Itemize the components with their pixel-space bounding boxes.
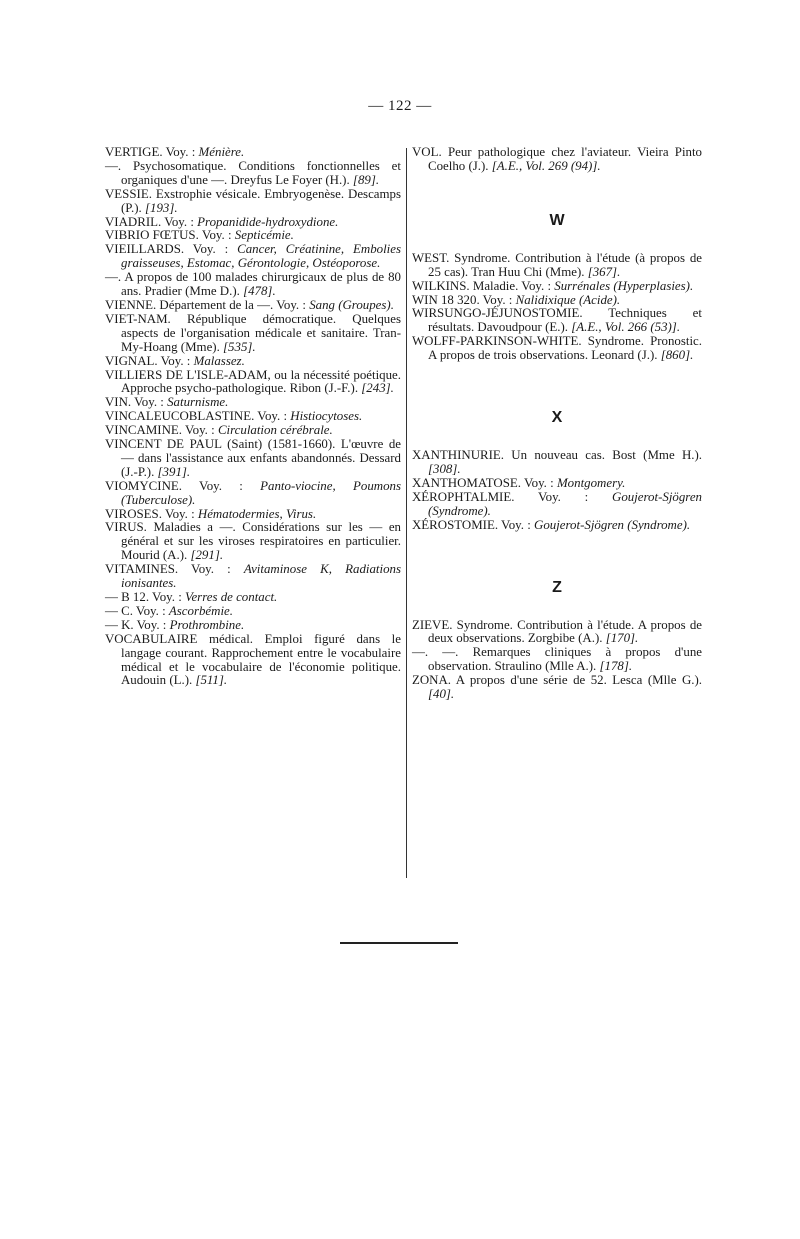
index-entry bbox=[105, 521, 401, 563]
entry-heading: VIBRIO FŒTUS. bbox=[105, 228, 199, 243]
entry-heading: VIRUS. bbox=[105, 520, 147, 535]
entry-reference: Ascorbémie. bbox=[168, 603, 233, 618]
entry-text: Voy. : bbox=[133, 617, 170, 632]
entry-text: Voy. : bbox=[498, 517, 535, 532]
entry-heading: VIEILLARDS. bbox=[105, 242, 185, 257]
entry-reference: [308]. bbox=[428, 461, 461, 476]
entry-heading: VIN. bbox=[105, 395, 132, 410]
index-entry bbox=[105, 355, 401, 369]
entry-heading: VERTIGE. bbox=[105, 145, 163, 159]
entry-reference: Ménière. bbox=[198, 145, 245, 159]
index-entry bbox=[412, 146, 702, 174]
entry-reference: Prothrombine. bbox=[169, 617, 245, 632]
entry-text: Voy. : bbox=[184, 242, 238, 257]
entry-text: ou la nécessité poétique. Approche psycho-pathologique. Ribon (J.-F.). bbox=[121, 367, 401, 396]
entry-heading: XANTHINURIE. bbox=[412, 448, 505, 463]
index-entry bbox=[412, 252, 702, 280]
entry-text: Syndrome. Contribution à l'étude (à propos de 25 cas). Tran Huu Chi (Mme). bbox=[428, 250, 702, 279]
index-entry bbox=[412, 519, 702, 533]
entry-text: Maladie. Voy. : bbox=[469, 278, 555, 293]
entry-text: Peur pathologique chez l'aviateur. Vieira Pinto Coelho (J.). bbox=[428, 145, 702, 173]
entry-reference: Propanidide-hydroxydione. bbox=[197, 214, 339, 229]
index-entry bbox=[412, 335, 702, 363]
index-entry bbox=[105, 619, 401, 633]
entry-reference: [860]. bbox=[660, 348, 694, 363]
index-entry bbox=[412, 280, 702, 294]
entry-reference: [40]. bbox=[428, 687, 455, 702]
entry-reference: Malassez. bbox=[193, 353, 245, 368]
entry-heading: XÉROSTOMIE. bbox=[412, 517, 499, 532]
index-entry bbox=[105, 271, 401, 299]
left-column bbox=[105, 146, 401, 688]
index-entry bbox=[105, 410, 401, 424]
entry-reference: Circulation cérébrale. bbox=[217, 423, 333, 438]
index-entry bbox=[412, 294, 702, 308]
index-entry bbox=[105, 369, 401, 397]
entry-reference: Nalidixique (Acide). bbox=[515, 292, 621, 307]
entry-text: Voy. : bbox=[514, 489, 613, 504]
entry-reference: [478]. bbox=[243, 284, 276, 299]
entry-text: Voy. : bbox=[161, 214, 198, 229]
index-entry bbox=[412, 646, 702, 674]
entry-reference: Goujerot-Sjögren (Syndrome). bbox=[534, 517, 691, 532]
page-number: — 122 — bbox=[368, 98, 432, 114]
entry-heading: — K. bbox=[105, 617, 134, 632]
entry-heading: —. —. bbox=[412, 645, 459, 660]
entry-reference: Avitaminose K, Radiations ionisantes. bbox=[121, 562, 401, 591]
entry-reference: Histiocytoses. bbox=[290, 409, 363, 424]
index-entry bbox=[105, 563, 401, 591]
entry-reference: Saturnisme. bbox=[167, 395, 229, 410]
index-entry bbox=[412, 619, 702, 647]
index-entry bbox=[105, 160, 401, 188]
entry-text: A propos de 100 malades chirurgicaux de plus de 80 ans. Pradier (Mme D.). bbox=[121, 270, 401, 299]
entry-heading: VIOMYCINE. bbox=[105, 478, 182, 493]
entry-reference: [243]. bbox=[361, 381, 394, 396]
entry-text: Voy. : bbox=[520, 475, 557, 490]
entry-heading: WEST. bbox=[412, 250, 450, 265]
index-entry bbox=[412, 449, 702, 477]
entry-reference: [A.E., Vol. 269 (94)]. bbox=[491, 158, 601, 173]
index-entry bbox=[412, 477, 702, 491]
index-entry bbox=[105, 299, 401, 313]
index-entry bbox=[105, 424, 401, 438]
letter-heading: Z bbox=[552, 578, 562, 596]
entry-text: Syndrome. Contribution à l'étude. A propos de deux observations. Zorgbibe (A.). bbox=[428, 617, 702, 646]
index-entry bbox=[105, 633, 401, 689]
entry-text: A propos d'une série de 52. Lesca (Mlle G.). bbox=[451, 673, 702, 688]
entry-text: Remarques cliniques à propos d'une observation. Straulino (Mlle A.). bbox=[428, 645, 702, 674]
index-entry bbox=[105, 188, 401, 216]
entry-heading: XANTHOMATOSE. bbox=[412, 475, 521, 490]
index-entry bbox=[105, 480, 401, 508]
entry-reference: [89]. bbox=[352, 172, 380, 187]
entry-heading: VINCAMINE. bbox=[105, 423, 182, 438]
right-column bbox=[412, 146, 702, 702]
index-entry bbox=[412, 491, 702, 519]
entry-text: Voy. : bbox=[178, 562, 244, 577]
index-entry bbox=[105, 243, 401, 271]
entry-text: Syndrome. Pronostic. A propos de trois observations. Leonard (J.). bbox=[428, 334, 702, 363]
entry-text: Voy. : bbox=[162, 145, 199, 159]
entry-heading: VIGNAL. bbox=[105, 353, 158, 368]
entry-text: Voy. : bbox=[132, 603, 169, 618]
entry-reference: [291]. bbox=[190, 548, 224, 563]
index-entry bbox=[105, 146, 401, 160]
entry-text: Voy. : bbox=[157, 353, 194, 368]
entry-heading: —. bbox=[105, 270, 122, 285]
entry-text: Voy. : bbox=[479, 292, 516, 307]
entry-text: République démocratique. Quelques aspects de l'organisation médicale et sanitaire. Tran-My-Hoang (Mme). bbox=[121, 311, 401, 354]
entry-heading: ZIEVE. bbox=[412, 617, 453, 632]
letter-heading: X bbox=[551, 409, 563, 427]
entry-reference: Surrénales (Hyperplasies). bbox=[554, 278, 694, 293]
entry-reference: Montgomery. bbox=[556, 475, 626, 490]
entry-heading: VITAMINES. bbox=[105, 562, 179, 577]
entry-heading: —. bbox=[105, 158, 122, 173]
entry-text: Voy. : bbox=[181, 423, 218, 438]
entry-reference: [193]. bbox=[145, 200, 178, 215]
entry-text: Voy. : bbox=[161, 506, 198, 521]
entry-text: (Saint) (1581-1660). L'œuvre de — dans l'assistance aux enfants abandonnés. Dessard (J.-P.). bbox=[121, 437, 402, 479]
index-entry bbox=[105, 216, 401, 230]
entry-text: Un nouveau cas. Bost (Mme H.). bbox=[504, 448, 702, 463]
entry-reference: [511]. bbox=[195, 673, 228, 688]
entry-text: Exstrophie vésicale. Embryogenèse. Descamps (P.). bbox=[121, 186, 401, 215]
entry-reference: Septicémie. bbox=[234, 228, 294, 243]
entry-heading: VIADRIL. bbox=[105, 214, 162, 229]
entry-text: Voy. : bbox=[254, 409, 291, 424]
entry-reference: Verres de contact. bbox=[185, 590, 278, 604]
index-entry bbox=[105, 591, 401, 605]
entry-heading: ZONA. bbox=[412, 673, 452, 688]
entry-heading: VESSIE. bbox=[105, 186, 152, 201]
entry-heading: VIET-NAM. bbox=[105, 311, 171, 326]
index-entry bbox=[412, 674, 702, 702]
entry-text: médical. Emploi figuré dans le langage courant. Rapprochement entre le vocabulaire médical et le vocabulaire de l'économie politique. Audouin (L.). bbox=[121, 631, 401, 688]
entry-text: Maladies a —. Considérations sur les — en général et sur les viroses respiratoires en particulier. Mourid (A.). bbox=[121, 520, 401, 563]
entry-text: Département de la —. Voy. : bbox=[156, 297, 310, 312]
entry-heading: VIROSES. bbox=[105, 506, 162, 521]
end-rule bbox=[340, 942, 458, 944]
entry-text: Voy. : bbox=[181, 478, 261, 493]
entry-heading: WILKINS. bbox=[412, 278, 470, 293]
entry-reference: [178]. bbox=[599, 659, 633, 674]
index-entry bbox=[105, 438, 401, 480]
entry-heading: — C. bbox=[105, 603, 133, 618]
entry-text: Voy. : bbox=[131, 395, 168, 410]
entry-heading: VOCABULAIRE bbox=[105, 631, 198, 646]
entry-text: Voy. : bbox=[149, 590, 186, 604]
index-entry bbox=[105, 229, 401, 243]
index-entry bbox=[105, 313, 401, 355]
entry-heading: VILLIERS DE L'ISLE-ADAM, bbox=[105, 367, 271, 382]
entry-heading: WIRSUNGO-JÉJUNOSTOMIE. bbox=[412, 306, 583, 321]
entry-heading: VIENNE. bbox=[105, 297, 157, 312]
letter-heading: W bbox=[549, 211, 565, 229]
entry-heading: WIN 18 320. bbox=[412, 292, 480, 307]
entry-text: Psychosomatique. Conditions fonctionnelles et organiques d'une —. Dreyfus Le Foyer (H.). bbox=[121, 158, 401, 187]
entry-reference: Hématodermies, Virus. bbox=[197, 506, 317, 521]
index-entry bbox=[412, 307, 702, 335]
index-entry bbox=[105, 508, 401, 522]
entry-reference: Cancer, Créatinine, Embolies graisseuses, Estomac, Gérontologie, Ostéoporose. bbox=[121, 242, 401, 271]
entry-reference: [535]. bbox=[223, 339, 256, 354]
entry-heading: — B 12. bbox=[105, 590, 150, 604]
entry-reference: [170]. bbox=[605, 631, 639, 646]
index-entry bbox=[105, 605, 401, 619]
index-entry bbox=[105, 396, 401, 410]
entry-reference: Panto-viocine, Poumons (Tuberculose). bbox=[121, 478, 401, 507]
entry-heading: WOLFF-PARKINSON-WHITE. bbox=[412, 334, 582, 349]
entry-text: Voy. : bbox=[198, 228, 235, 243]
entry-heading: VINCALEUCOBLASTINE. bbox=[105, 409, 255, 424]
entry-reference: Goujerot-Sjögren (Syndrome). bbox=[428, 489, 702, 518]
entry-reference: Sang (Groupes). bbox=[309, 297, 394, 312]
entry-reference: [A.E., Vol. 266 (53)]. bbox=[571, 320, 681, 335]
entry-heading: XÉROPHTALMIE. bbox=[412, 489, 515, 504]
entry-text: Techniques et résultats. Davoudpour (E.). bbox=[428, 306, 702, 335]
entry-reference: [391]. bbox=[157, 464, 191, 479]
column-divider bbox=[406, 148, 407, 878]
entry-heading: VINCENT DE PAUL bbox=[105, 437, 222, 452]
entry-reference: [367]. bbox=[587, 264, 621, 279]
entry-heading: VOL. bbox=[412, 145, 442, 159]
